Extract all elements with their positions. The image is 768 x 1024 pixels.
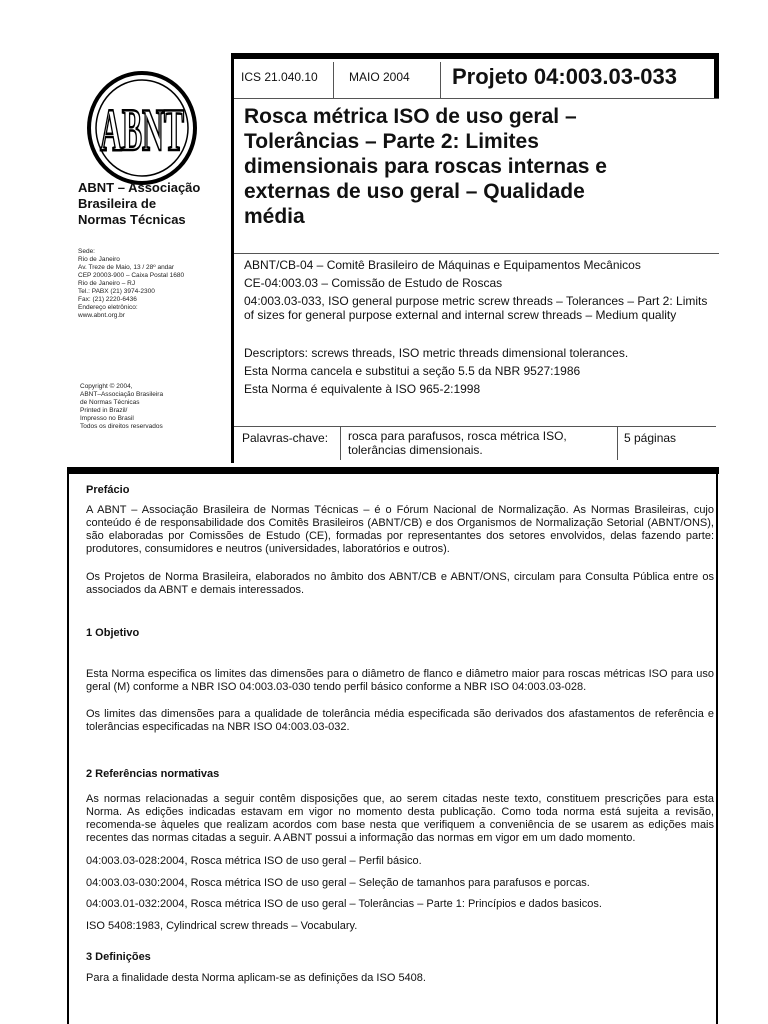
english-title: 04:003.03-033, ISO general purpose metric screw threads – Tolerances – Part 2: Limits of sizes for general purpose external and internal screw threads – Medium quality xyxy=(244,294,708,322)
prefacio-heading: Prefácio xyxy=(86,484,130,496)
referencias-paragraph: As normas relacionadas a seguir contêm disposições que, ao serem citadas neste texto, constituem prescrições para esta Norma. As edições indicadas estavam em vigor no momento desta publicação. Como toda norma está sujeita a revisão, recomenda-se àqueles que realizam acordos com base nesta que verifiquem a conveniência de se usarem as edições mais recentes das normas citadas a seguir. A ABNT possui a informação das normas em vigor em um dado momento. xyxy=(86,793,714,844)
objetivo-heading: 1 Objetivo xyxy=(86,627,140,639)
referencias-heading: 2 Referências normativas xyxy=(86,768,220,780)
reference-item: ISO 5408:1983, Cylindrical screw threads – Vocabulary. xyxy=(86,920,358,932)
keywords-label: Palavras-chave: xyxy=(242,431,329,445)
publication-date: MAIO 2004 xyxy=(349,70,410,84)
divider xyxy=(440,62,441,98)
svg-text:ABNT: ABNT xyxy=(100,97,184,163)
body-frame-left xyxy=(67,474,69,1024)
cancel-note: Esta Norma cancela e substitui a seção 5.5 da NBR 9527:1986 xyxy=(244,364,581,378)
committee-line: ABNT/CB-04 – Comitê Brasileiro de Máquinas e Equipamentos Mecânicos xyxy=(244,258,641,272)
project-number: Projeto 04:003.03-033 xyxy=(452,64,678,89)
abnt-logo xyxy=(86,70,198,186)
page-count: 5 páginas xyxy=(624,431,677,445)
divider xyxy=(234,98,719,99)
equivalence-note: Esta Norma é equivalente à ISO 965-2:1998 xyxy=(244,382,481,396)
reference-item: 04:003.03-028:2004, Rosca métrica ISO de uso geral – Perfil básico. xyxy=(86,855,422,867)
reference-item: 04:003.03-030:2004, Rosca métrica ISO de uso geral – Seleção de tamanhos para parafusos e porcas. xyxy=(86,877,590,889)
commission-line: CE-04:003.03 – Comissão de Estudo de Roscas xyxy=(244,276,503,290)
ics-code: ICS 21.040.10 xyxy=(241,70,318,84)
org-address: Sede: Rio de Janeiro Av. Treze de Maio, 13 / 28º andar CEP 20003-900 – Caixa Postal 1680 Rio de Janeiro – RJ Tel.: PABX (21) 3974-2300 Fax: (21) 2220-6436 Endereço eletrônico: www.abnt.org.br xyxy=(78,248,185,319)
document-title: Rosca métrica ISO de uso geral – Tolerâncias – Parte 2: Limites dimensionais para roscas internas e externas de uso geral – Qualidade média xyxy=(244,105,607,228)
divider xyxy=(333,62,334,98)
body-frame-right xyxy=(716,474,718,1024)
objetivo-paragraph-1: Esta Norma especifica os limites das dimensões para o diâmetro de flanco e diâmetro maior para roscas métricas ISO para uso geral (M) conforme a NBR ISO 04:003.03-030 tendo perfil básico conforme a NBR ISO 04:003.03-028. xyxy=(86,668,714,693)
reference-item: 04:003.01-032:2004, Rosca métrica ISO de uso geral – Tolerâncias – Parte 1: Princípios e dados basicos. xyxy=(86,898,602,910)
divider xyxy=(340,426,341,460)
descriptors-line: Descriptors: screws threads, ISO metric threads dimensional tolerances. xyxy=(244,346,629,360)
keywords-value: rosca para parafusos, rosca métrica ISO, tolerâncias dimensionais. xyxy=(348,429,567,457)
body-frame-top xyxy=(67,467,719,474)
prefacio-paragraph-1: A ABNT – Associação Brasileira de Normas Técnicas – é o Fórum Nacional de Normalização. As Normas Brasileiras, cujo conteúdo é de responsabilidade dos Comitês Brasileiros (ABNT/CB) e dos Organismos de Normalização Setorial (ABNT/ONS), são elaboradas por Comissões de Estudo (CE), formadas por representantes dos setores envolvidos, delas fazendo parte: produtores, consumidores e neutros (universidades, laboratórios e outros). xyxy=(86,504,714,555)
header-frame-left xyxy=(231,53,234,463)
copyright-notice: Copyright © 2004, ABNT–Associação Brasileira de Normas Técnicas Printed in Brazil/ Impresso no Brasil Todos os direitos reservados xyxy=(80,383,164,430)
objetivo-paragraph-2: Os limites das dimensões para a qualidade de tolerância média especificada são derivados dos afastamentos de referência e tolerâncias especificadas na NBR ISO 04:003.03-032. xyxy=(86,708,714,733)
divider xyxy=(234,253,719,254)
header-frame-right xyxy=(714,53,719,99)
definicoes-paragraph: Para a finalidade desta Norma aplicam-se as definições da ISO 5408. xyxy=(86,972,426,984)
definicoes-heading: 3 Definições xyxy=(86,951,151,963)
prefacio-paragraph-2: Os Projetos de Norma Brasileira, elaborados no âmbito dos ABNT/CB e ABNT/ONS, circulam para Consulta Pública entre os associados da ABNT e demais interessados. xyxy=(86,571,714,596)
org-name: ABNT – Associação Brasileira de Normas Técnicas xyxy=(78,180,201,227)
header-frame-top xyxy=(231,53,719,59)
